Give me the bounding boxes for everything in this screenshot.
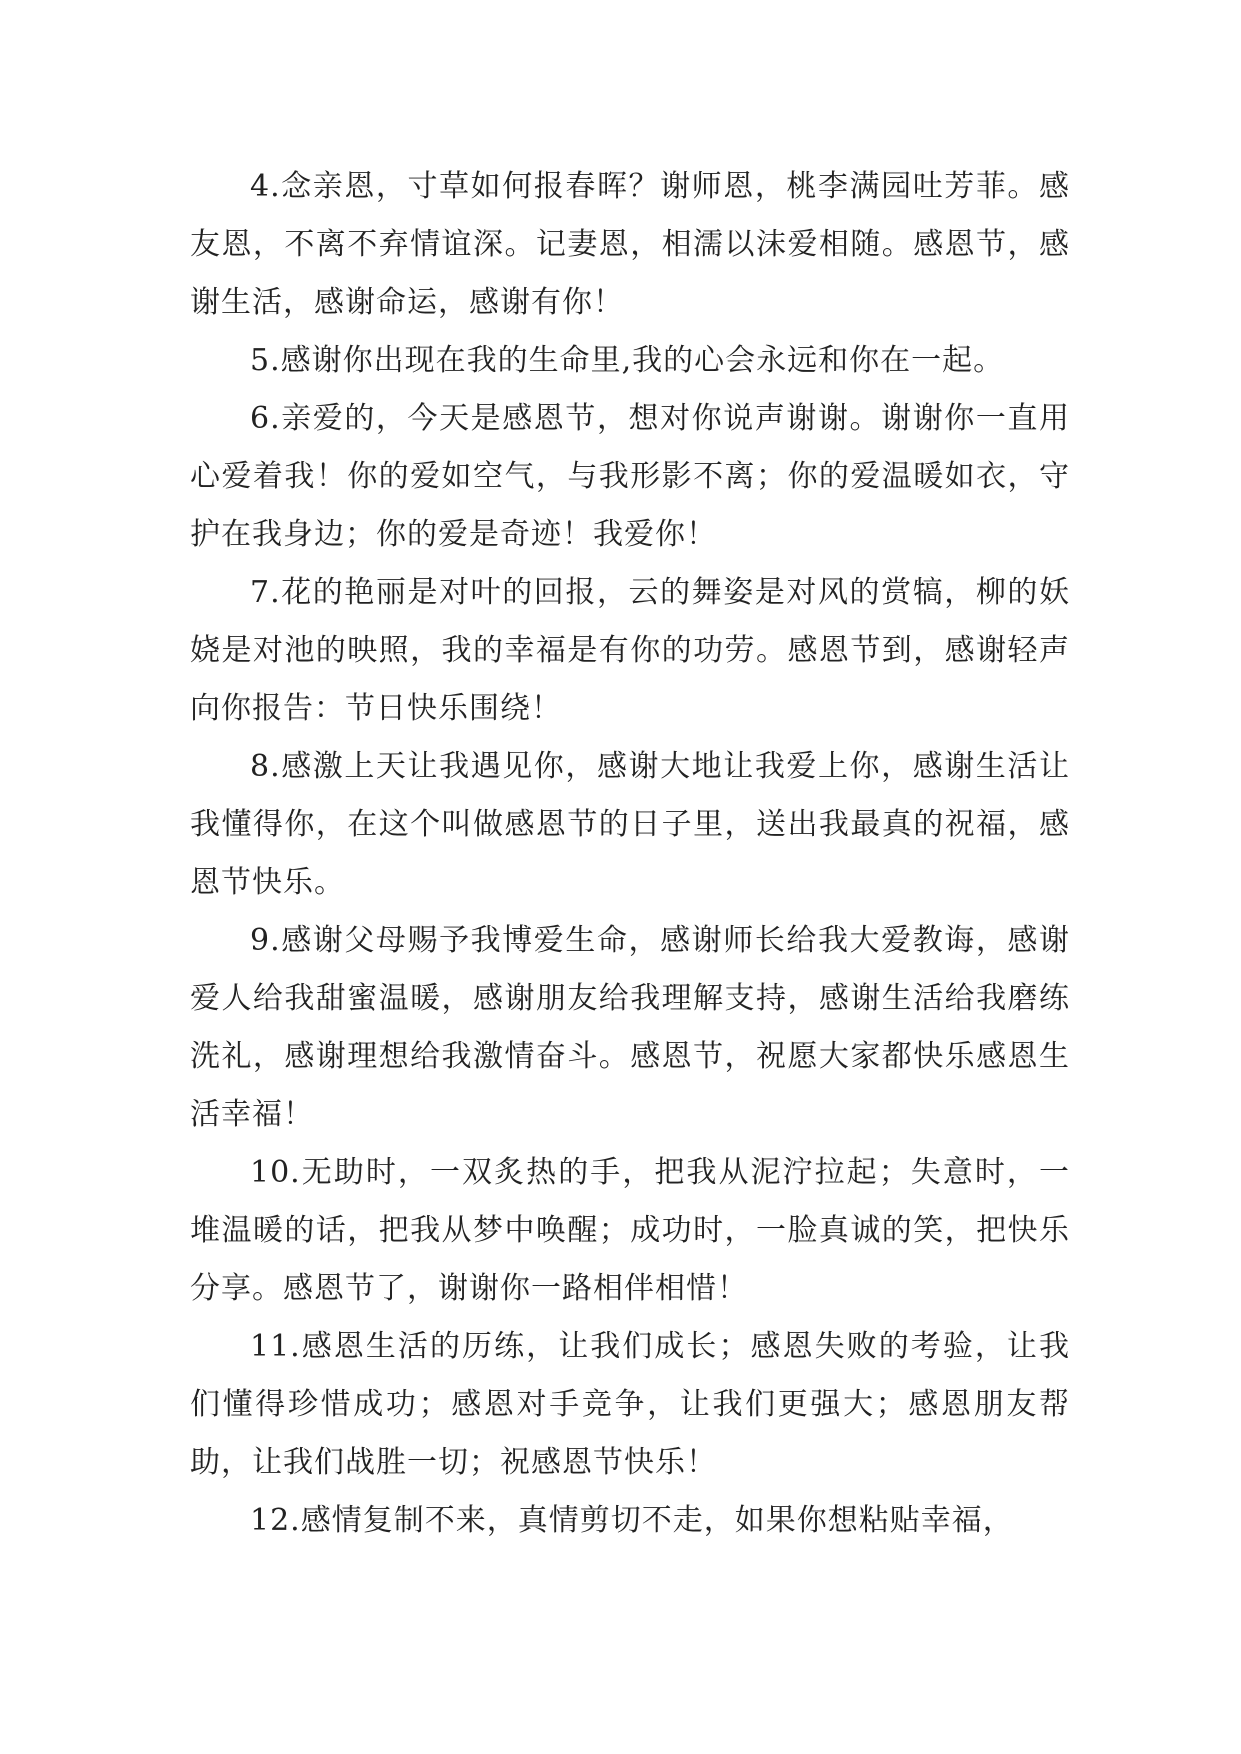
paragraph-4: 4.念亲恩，寸草如何报春晖？谢师恩，桃李满园吐芳菲。感友恩，不离不弃情谊深。记妻恩，相濡以沫爱相随。感恩节，感谢生活，感谢命运，感谢有你！ bbox=[190, 169, 1070, 320]
paragraph-5: 5.感谢你出现在我的生命里,我的心会永远和你在一起。 bbox=[250, 343, 1005, 378]
paragraph-9: 9.感谢父母赐予我博爱生命，感谢师长给我大爱教诲，感谢爱人给我甜蜜温暖，感谢朋友给我理解支持，感谢生活给我磨练洗礼，感谢理想给我激情奋斗。感恩节，祝愿大家都快乐感恩生活幸福！ bbox=[190, 923, 1070, 1132]
paragraph-6: 6.亲爱的，今天是感恩节，想对你说声谢谢。谢谢你一直用心爱着我！你的爱如空气，与我形影不离；你的爱温暖如衣，守护在我身边；你的爱是奇迹！我爱你！ bbox=[190, 401, 1070, 552]
paragraph-10: 10.无助时，一双炙热的手，把我从泥泞拉起；失意时，一堆温暖的话，把我从梦中唤醒；成功时，一脸真诚的笑，把快乐分享。感恩节了，谢谢你一路相伴相惜！ bbox=[190, 1155, 1070, 1306]
paragraph-8: 8.感激上天让我遇见你，感谢大地让我爱上你，感谢生活让我懂得你，在这个叫做感恩节的日子里，送出我最真的祝福，感恩节快乐。 bbox=[190, 749, 1070, 900]
document-body bbox=[190, 158, 1070, 1550]
paragraph-11: 11.感恩生活的历练，让我们成长；感恩失败的考验，让我们懂得珍惜成功；感恩对手竞争，让我们更强大；感恩朋友帮助，让我们战胜一切；祝感恩节快乐！ bbox=[190, 1329, 1070, 1480]
paragraph-7: 7.花的艳丽是对叶的回报，云的舞姿是对风的赏犒，柳的妖娆是对池的映照，我的幸福是有你的功劳。感恩节到，感谢轻声向你报告：节日快乐围绕！ bbox=[190, 575, 1070, 726]
paragraph-12: 12.感情复制不来，真情剪切不走，如果你想粘贴幸福， bbox=[250, 1503, 1014, 1538]
